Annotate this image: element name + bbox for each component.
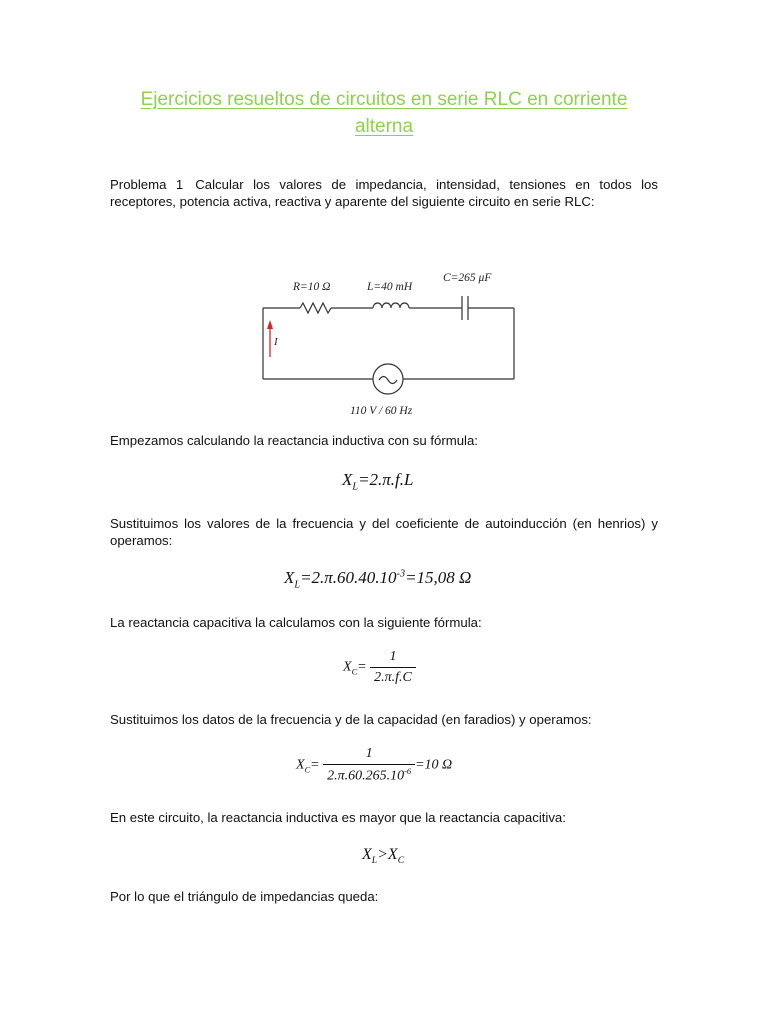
formula-xc-calc-fraction: $\frac{1}{2.\pi.60.265.10^{-6}}$ xyxy=(323,746,415,785)
inductor-symbol xyxy=(373,303,409,308)
current-label: I xyxy=(274,336,278,348)
paragraph-6: Por lo que el triángulo de impedancias queda: xyxy=(110,889,379,904)
paragraph-4: Sustituimos los datos de la frecuencia y de la capacidad (en faradios) y operamos: xyxy=(110,712,592,727)
title-line-1: Ejercicios resueltos de circuitos en serie RLC en corriente xyxy=(140,89,628,110)
formula-xc-calculation: $X_C=$ $\frac{1}{2.\pi.60.265.10^{-6}}$ =10 Ω xyxy=(296,746,453,784)
formula-xl-calculation: $X_L=2.\pi.60.40.10^{-3}=15,08$ Ω xyxy=(284,568,472,591)
formula-xc: $X_C=$ $\frac{1}{2.\pi.f.C}$ xyxy=(343,649,416,686)
formula-xc-fraction: $\frac{1}{2.\pi.f.C}$ xyxy=(370,649,416,686)
document-title xyxy=(100,86,668,140)
capacitor-label: C=265 μF xyxy=(443,272,492,284)
title-line-2: alterna xyxy=(354,116,414,137)
rlc-circuit-diagram xyxy=(255,262,525,422)
paragraph-1: Empezamos calculando la reactancia inductiva con su fórmula: xyxy=(110,433,478,448)
paragraph-5: En este circuito, la reactancia inductiva es mayor que la reactancia capacitiva: xyxy=(110,810,566,825)
inductor-label: L=40 mH xyxy=(367,281,413,293)
problem-label: Problema 1 xyxy=(110,177,184,192)
resistor-symbol xyxy=(300,303,331,313)
paragraph-3: La reactancia capacitiva la calculamos con la siguiente fórmula: xyxy=(110,615,482,630)
source-label: 110 V / 60 Hz xyxy=(350,405,413,417)
formula-xl: $X_L=2.\pi.f.L$ xyxy=(342,470,414,493)
problem-statement xyxy=(110,176,658,210)
paragraph-2: Sustituimos los valores de la frecuencia y del coeficiente de autoinducción (en henrios) y operamos: xyxy=(110,516,658,548)
problem-text: Calcular los valores de impedancia, intensidad, tensiones en todos los receptores, potencia activa, reactiva y aparente del siguiente circuito en serie RLC: xyxy=(110,177,658,209)
current-arrow xyxy=(267,320,273,357)
formula-compare: $X_L>X_C$ xyxy=(362,846,405,867)
resistor-label: R=10 Ω xyxy=(293,281,331,293)
